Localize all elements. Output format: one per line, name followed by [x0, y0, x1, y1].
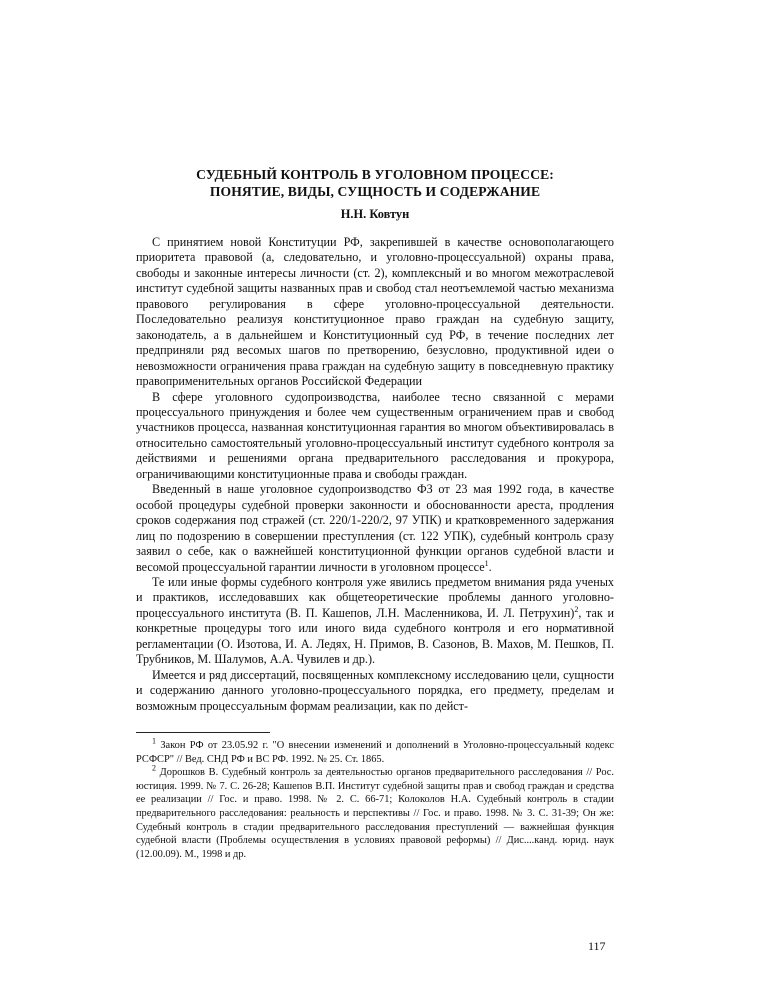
paragraph	[136, 390, 614, 483]
paragraph-text: Введенный в наше уголовное судопроизводство ФЗ от 23 мая 1992 года, в качестве особой процедуры судебной проверки законности и обоснованности ареста, продления сроков содержания под стражей (ст. 220/1-220/2, 97 УПК) и кратковременного задержания лиц по подозрению в совершении преступления (ст. 122 УПК), судебный контроль сразу заявил о себе, как о важнейшей конституционной функции органов судебной власти и весомой процессуальной гарантии личности в уголовном процессе	[136, 482, 614, 574]
paragraph	[136, 668, 614, 714]
paragraph-text: Те или иные формы судебного контроля уже явились предметом внимания ряда ученых и практиков, исследовавших как общетеоретические проблемы данного уголовно-процессуального института (В. П. Кашепов, Л.Н. Масленникова, И. Л. Петрухин)	[136, 574, 614, 620]
paragraph-text: Имеется и ряд диссертаций, посвященных комплексному исследованию цели, сущности и содержанию данного уголовно-процессуального порядка, его предмету, пределам и возможным процессуальным формам реализации, как по дейст-	[136, 667, 614, 713]
paragraph	[136, 235, 614, 390]
article-title	[136, 166, 614, 200]
footnote-ref[interactable]: 1	[484, 558, 489, 568]
footnote-text: Дорошков В. Судебный контроль за деятельностью органов предварительного расследования // Рос. юстиция. 1999. № 7. С. 26-28; Кашепов В.П. Институт судебной защиты прав и свобод граждан и средства ее реализации // Гос. и право. 1998. № 2. С. 66-71; Колоколов Н.А. Судебный контроль в стадии предварительного расследования: реальность и перспективы // Гос. и право. 1998. № 3. С. 31-39; Он же: Судебный контроль в стадии предварительного расследования преступлений — важнейшая функция судебной власти (Проблемы осуществления в условиях правовой реформы) // Дис....канд. юрид. наук (12.00.09). М., 1998 и др.	[136, 767, 614, 860]
footnotes	[136, 736, 614, 861]
footnote-ref[interactable]: 2	[574, 604, 579, 614]
footnote	[136, 763, 614, 861]
paragraph-text: С принятием новой Конституции РФ, закрепившей в качестве основополагающего приоритета правовой (а, следовательно, и уголовно-процессуальной) охраны права, свободы и законные интересы личности (ст. 2), комплексный и во многом межотраслевой институт судебной защиты названных прав и свобод стал неотъемлемой частью механизма правового регулирования в сфере уголовно-процессуальной деятельности. Последовательно реализуя конституционное право граждан на судебную защиту, законодатель, а в дальнейшем и Конституционный суд РФ, в течение последних лет предприняли ряд весомых шагов по претворению, безусловно, продуктивной идеи о невозможности ограничения права граждан на судебную защиту в повседневную практику правоприменительных органов Российской Федерации	[136, 235, 614, 389]
paragraph-text-tail: , так и конкретные процедуры того или иного вида судебного контроля и его нормативной регламентации (О. Изотова, И. А. Ледях, Н. Примов, В. Сазонов, В. Махов, М. Пешков, П. Трубников, М. Шалумов, А.А. Чувилев и др.).	[136, 605, 615, 667]
author-name: Н.Н. Ковтун	[340, 207, 410, 221]
paragraph-text-tail: .	[488, 559, 492, 574]
footnote	[136, 736, 614, 766]
title-line: ПОНЯТИЕ, ВИДЫ, СУЩНОСТЬ И СОДЕРЖАНИЕ	[209, 184, 541, 199]
title-line: СУДЕБНЫЙ КОНТРОЛЬ В УГОЛОВНОМ ПРОЦЕССЕ:	[196, 167, 554, 182]
paragraph-text: В сфере уголовного судопроизводства, наиболее тесно связанной с мерами процессуального принуждения и более чем существенным ограничением прав и свобод участников процесса, названная конституционная гарантия во многом объективировалась в относительно самостоятельный уголовно-процессуальный институт судебного контроля за действиями и решениями органа предварительного расследования и прокурора, ограничивающими конституционные права и свободы граждан.	[136, 389, 614, 481]
paragraph	[136, 482, 614, 575]
footnote-divider	[136, 732, 270, 733]
paragraph	[136, 575, 614, 668]
page-number: 117	[588, 939, 606, 953]
footnote-mark: 1	[152, 736, 156, 746]
article-page	[136, 166, 614, 861]
footnote-text: Закон РФ от 23.05.92 г. "О внесении изменений и дополнений в Уголовно-процессуальный кодекс РСФСР" // Вед. СНД РФ и ВС РФ. 1992. № 25. Ст. 1865.	[136, 740, 614, 765]
footnote-mark: 2	[152, 763, 156, 773]
article-body	[136, 235, 614, 714]
